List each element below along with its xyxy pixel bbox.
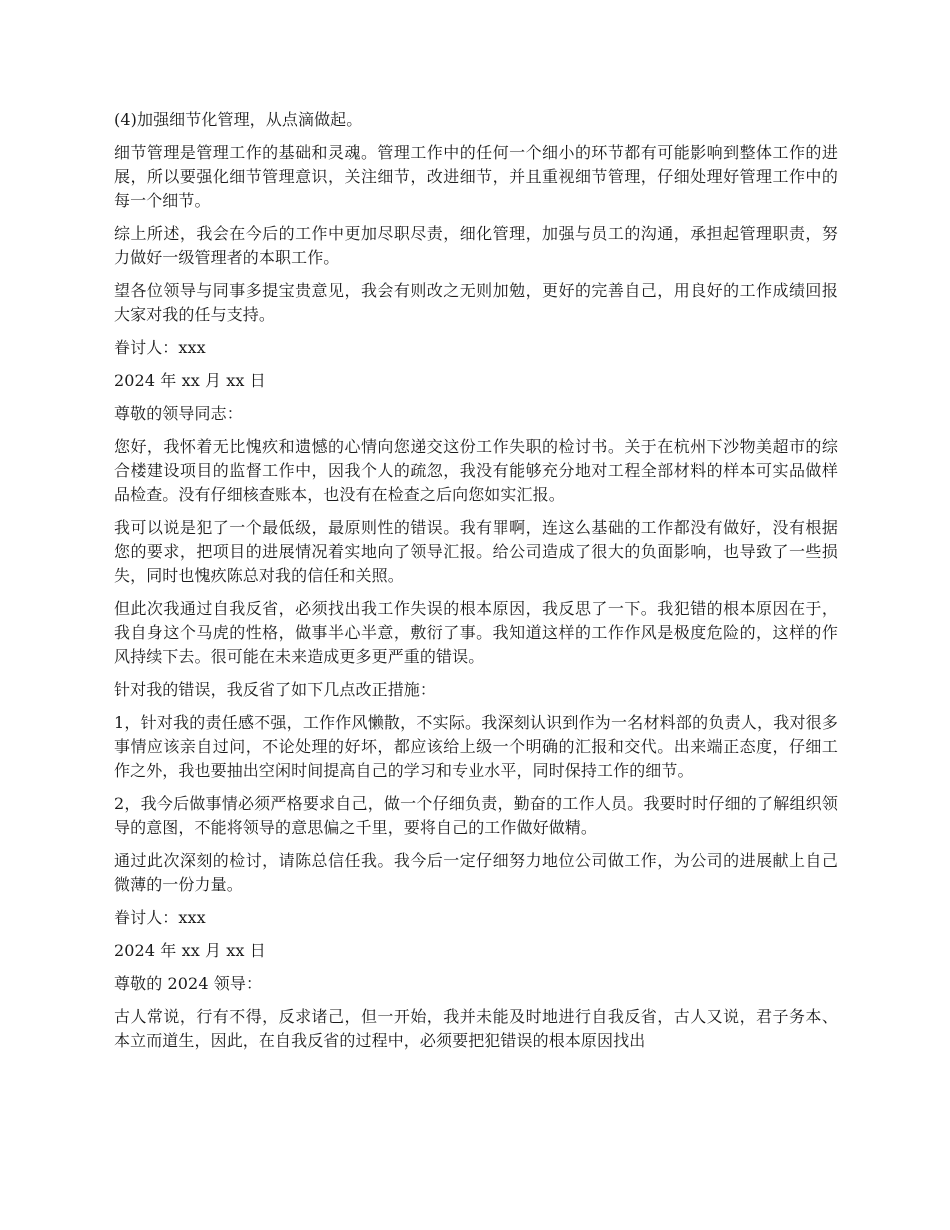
signature-line: 眷讨人：xxx [114, 908, 206, 927]
salutation: 尊敬的 2024 领导： [114, 974, 263, 993]
paragraph-closing: 通过此次深刻的检讨，请陈总信任我。我今后一定仔细努力地位公司做工作，为公司的进展献上自己微薄的一份力量。 [114, 851, 838, 894]
signature-line: 眷讨人：xxx [114, 338, 206, 357]
paragraph-heading-detail-management: (4)加强细节化管理，从点滴做起。 [114, 110, 363, 129]
paragraph-summary: 综上所述，我会在今后的工作中更加尽职尽责，细化管理，加强与员工的沟通，承担起管理职责，努力做好一级管理者的本职工作。 [114, 224, 838, 267]
paragraph-detail-management: 细节管理是管理工作的基础和灵魂。管理工作中的任何一个细小的环节都有可能影响到整体工作的进展，所以要强化细节管理意识，关注细节，改进细节，并且重视细节管理，仔细处理好管理工作中的每一个细节。 [114, 143, 838, 210]
paragraph-measures-intro: 针对我的错误，我反省了如下几点改正措施： [114, 680, 437, 699]
date-line: 2024 年 xx 月 xx 日 [114, 371, 266, 390]
paragraph-measure-2: 2，我今后做事情必须严格要求自己，做一个仔细负责，勤奋的工作人员。我要时时仔细的了解组织领导的意图，不能将领导的意思偏之千里，要将自己的工作做好做精。 [114, 794, 838, 837]
paragraph-self-reflection: 古人常说，行有不得，反求诸己，但一开始，我并未能及时地进行自我反省，古人又说，君子务本、本立而道生，因此，在自我反省的过程中，必须要把犯错误的根本原因找出 [114, 1007, 838, 1050]
paragraph-apology: 您好，我怀着无比愧疚和遗憾的心情向您递交这份工作失职的检讨书。关于在杭州下沙物美超市的综合楼建设项目的监督工作中，因我个人的疏忽，我没有能够充分地对工程全部材料的样本可实品做样品检查。没有仔细核查账本，也没有在检查之后向您如实汇报。 [114, 437, 838, 504]
paragraph-mistake: 我可以说是犯了一个最低级，最原则性的错误。我有罪啊，连这么基础的工作都没有做好，没有根据您的要求，把项目的进展情况着实地向了领导汇报。给公司造成了很大的负面影响，也导致了一些损失，同时也愧疚陈总对我的信任和关照。 [114, 518, 838, 585]
paragraph-request-feedback: 望各位领导与同事多提宝贵意见，我会有则改之无则加勉，更好的完善自己，用良好的工作成绩回报大家对我的任与支持。 [114, 281, 838, 324]
date-line: 2024 年 xx 月 xx 日 [114, 941, 266, 960]
paragraph-reflection: 但此次我通过自我反省，必须找出我工作失误的根本原因，我反思了一下。我犯错的根本原因在于，我自身这个马虎的性格，做事半心半意，敷衍了事。我知道这样的工作作风是极度危险的，这样的作风持续下去。很可能在未来造成更多更严重的错误。 [114, 599, 838, 666]
salutation: 尊敬的领导同志： [114, 404, 243, 423]
document-page [114, 108, 838, 1062]
paragraph-measure-1: 1，针对我的责任感不强，工作作风懒散，不实际。我深刻认识到作为一名材料部的负责人，我对很多事情应该亲自过问，不论处理的好坏，都应该给上级一个明确的汇报和交代。出来端正态度，仔细工作之外，我也要抽出空闲时间提高自己的学习和专业水平，同时保持工作的细节。 [114, 713, 838, 780]
